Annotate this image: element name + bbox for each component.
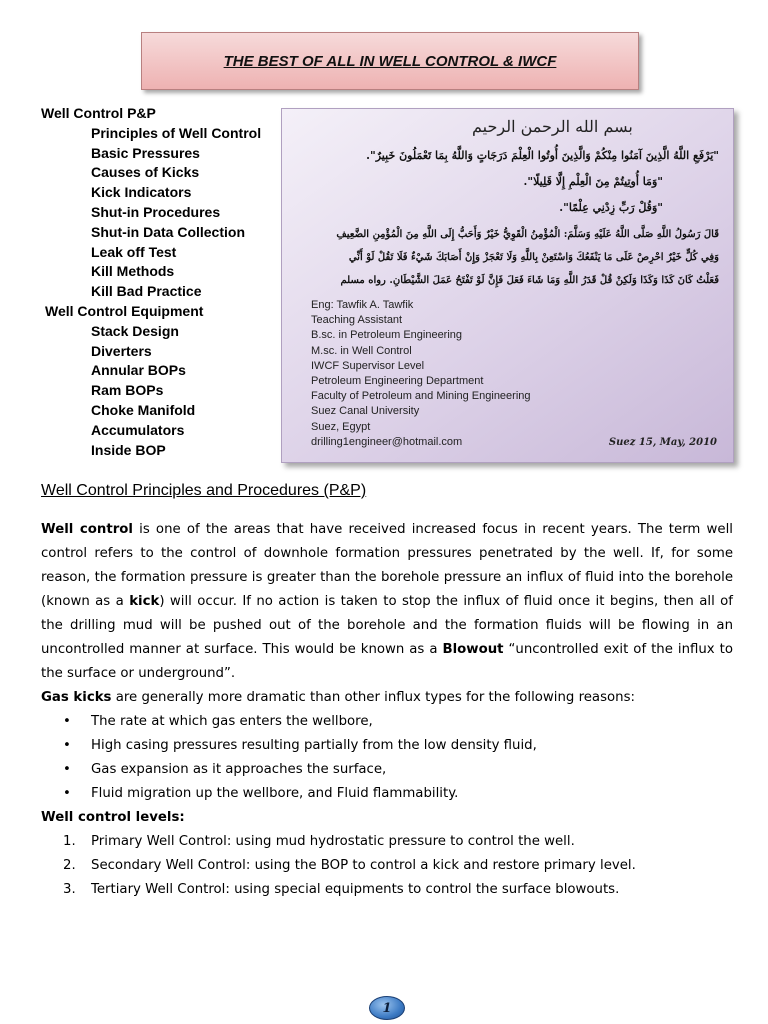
term-well-control: Well control [41, 522, 133, 537]
toc-section-title: Well Control Equipment [45, 302, 204, 319]
term-gas-kicks: Gas kicks [41, 690, 112, 705]
levels-title-text: Well control levels: [41, 810, 185, 825]
intro-paragraph [41, 518, 733, 686]
title-banner [141, 32, 639, 90]
toc-item: Stack Design [91, 322, 179, 339]
toc-item: Kill Bad Practice [91, 283, 202, 300]
page-number: 1 [382, 1000, 392, 1016]
gas-kicks-paragraph [41, 686, 733, 710]
toc-item: Kill Methods [91, 263, 175, 280]
toc-item: Accumulators [91, 421, 185, 438]
page-number-badge [369, 996, 405, 1020]
well-control-levels [41, 830, 733, 902]
author-line: Eng: Tawfik A. Tawfik [311, 299, 414, 311]
list-number: 3. [63, 882, 76, 897]
paragraph-text: ) will occur. If no action is taken to stop the influx of fluid once it begins, then all of the drilling mud will be pushed out of the borehole and the formation fluids will be flowing in an uncontrolled manner at surface. This would be known as a [41, 594, 733, 657]
list-text: Secondary Well Control: using the BOP to control a kick and restore primary level. [91, 858, 636, 873]
banner-title: THE BEST OF ALL IN WELL CONTROL & IWCF [223, 52, 557, 70]
author-line: IWCF Supervisor Level [311, 359, 425, 372]
list-number: 1. [63, 834, 76, 849]
list-item: • The rate at which gas enters the wellbore, [41, 710, 733, 734]
list-item [41, 878, 733, 902]
arabic-verse: "وَمَا أُوتِيتُمْ مِنَ الْعِلْمِ إِلَّا قَلِيلًا". [523, 175, 663, 188]
term-kick: kick [129, 594, 160, 609]
list-text: Primary Well Control: using mud hydrostatic pressure to control the well. [91, 834, 575, 849]
toc-item: Diverters [91, 342, 152, 359]
list-item: • High casing pressures resulting partially from the low density fluid, [41, 734, 733, 758]
toc-item: Leak off Test [91, 243, 177, 260]
toc-item: Basic Pressures [91, 144, 200, 161]
author-line: Suez Canal University [311, 405, 420, 418]
author-line: Teaching Assistant [311, 314, 403, 327]
author-line: M.sc. in Well Control [311, 344, 412, 357]
arabic-hadith: وَفِي كُلٍّ خَيْرٌ احْرِصْ عَلَى مَا يَنْفَعُكَ وَاسْتَعِنْ بِاللَّهِ وَلَا تَعْجَزْ وَإِنْ أَصَابَكَ شَيْءٌ فَلَا تَقُلْ لَوْ أَنِّي [348, 252, 719, 263]
toc-item: Shut-in Procedures [91, 203, 221, 220]
list-text: Tertiary Well Control: using special equipments to control the surface blowouts. [91, 882, 620, 897]
toc-item: Choke Manifold [91, 401, 196, 418]
author-info [311, 298, 531, 450]
list-item [41, 830, 733, 854]
paragraph-text: is one of the areas that have received increased focus in recent years. The term well control refers to the control of downhole formation pressures penetrated by the well. If, for some reason, the formation pressure is greater than the borehole pressure an influx of fluid into the borehole (known as a [41, 522, 733, 609]
author-line: Suez, Egypt [311, 420, 371, 433]
list-number: 2. [63, 858, 76, 873]
toc-item: Ram BOPs [91, 382, 164, 399]
author-line: Petroleum Engineering Department [311, 374, 484, 387]
gas-kick-reasons [41, 710, 733, 806]
arabic-hadith: قَالَ رَسُولُ اللَّهِ صَلَّى اللَّهُ عَلَيْهِ وَسَلَّمَ: الْمُؤْمِنُ الْقَوِيُّ خَيْرٌ وَأَحَبُّ إِلَى اللَّهِ مِنَ الْمُؤْمِنِ الضَّعِيفِ [336, 229, 719, 240]
term-blowout: Blowout [442, 642, 504, 657]
list-item [41, 854, 733, 878]
toc-item: Causes of Kicks [91, 164, 200, 181]
author-line: Faculty of Petroleum and Mining Engineering [311, 390, 531, 403]
author-card [281, 108, 734, 463]
toc-item: Principles of Well Control [91, 124, 262, 141]
basmala: بسم الله الرحمن الرحيم [472, 117, 633, 136]
toc-section-title: Well Control P&P [41, 105, 156, 121]
paragraph-text: “uncontrolled exit of the influx to the surface or underground”. [41, 642, 733, 681]
section-body [41, 518, 733, 902]
list-item: • Gas expansion as it approaches the surface, [41, 758, 733, 782]
author-email: drilling1engineer@hotmail.com [311, 435, 463, 448]
card-date: Suez 15, May, 2010 [608, 437, 717, 448]
author-line: B.sc. in Petroleum Engineering [311, 329, 463, 342]
levels-title [41, 806, 733, 830]
arabic-verse: "وَقُلْ رَبِّ زِدْنِي عِلْمًا". [559, 201, 663, 214]
toc-item: Inside BOP [91, 441, 166, 458]
paragraph-text: are generally more dramatic than other influx types for the following reasons: [111, 690, 635, 705]
list-item: • Fluid migration up the wellbore, and Fluid flammability. [41, 782, 733, 806]
toc-item: Annular BOPs [91, 362, 186, 379]
toc-item: Kick Indicators [91, 184, 192, 201]
table-of-contents [41, 104, 281, 460]
arabic-hadith: فَعَلْتُ كَانَ كَذَا وَكَذَا وَلَكِنْ قُلْ قَدَرُ اللَّهِ وَمَا شَاءَ فَعَلَ فَإِنَّ لَوْ تَفْتَحُ عَمَلَ الشَّيْطَانِ. رواه مسلم [340, 275, 719, 286]
toc-item: Shut-in Data Collection [91, 223, 245, 240]
arabic-verse: "يَرْفَعِ اللَّهُ الَّذِينَ آمَنُوا مِنْكُمْ وَالَّذِينَ أُوتُوا الْعِلْمَ دَرَجَاتٍ وَاللَّهُ بِمَا تَعْمَلُونَ خَبِيرٌ". [366, 149, 719, 162]
section-heading: Well Control Principles and Procedures (P&P) [41, 482, 367, 499]
